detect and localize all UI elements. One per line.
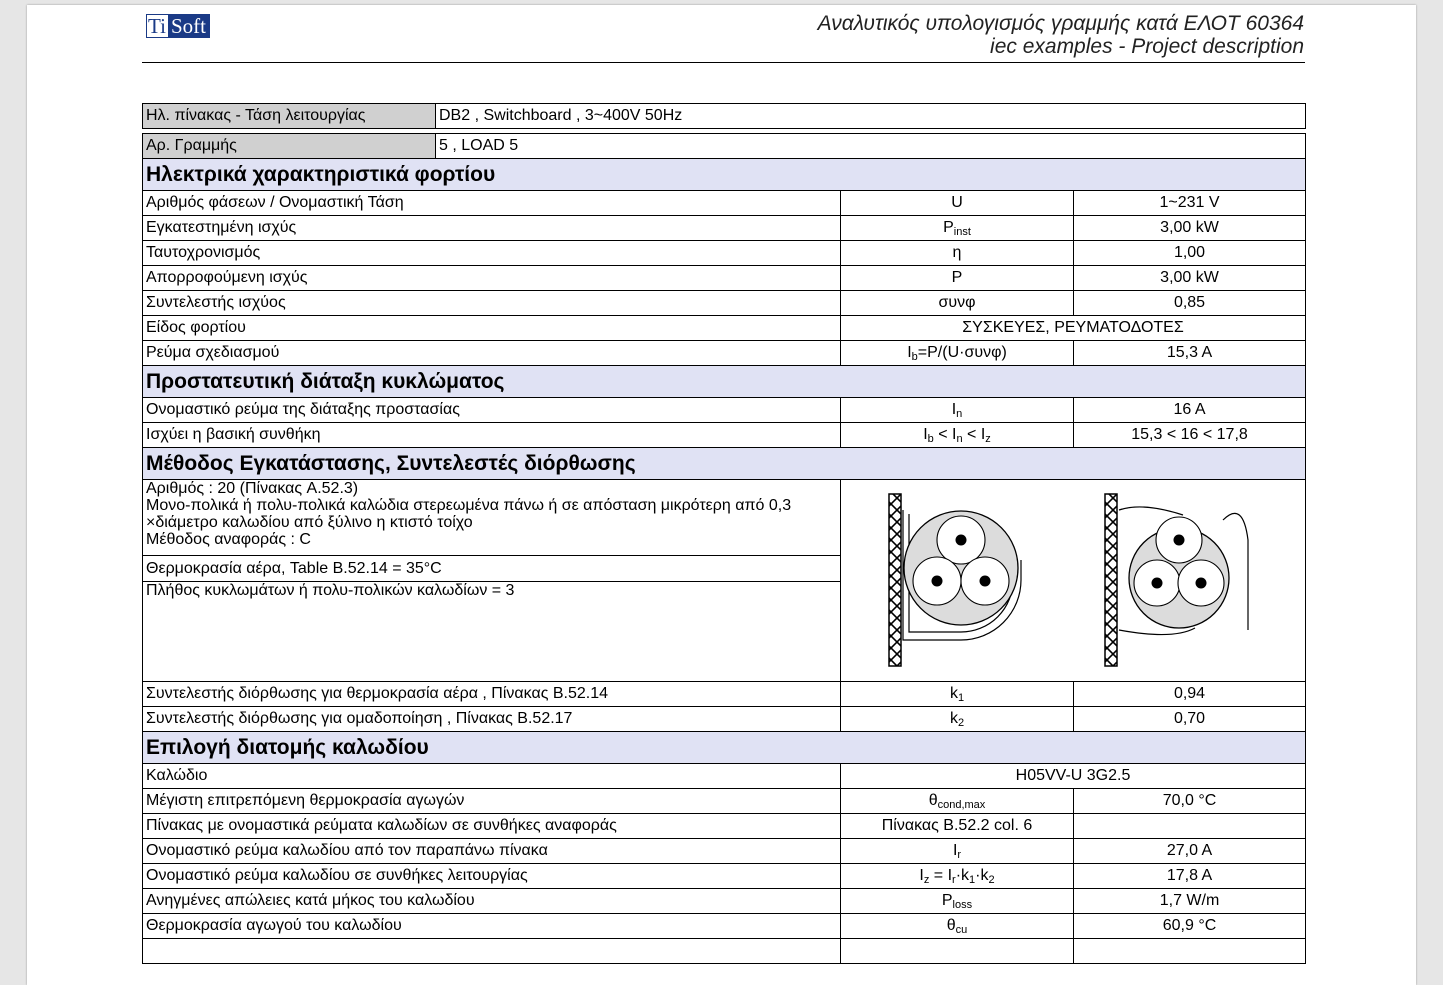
- header-divider: [142, 62, 1305, 63]
- row-value: 15,3 A: [1074, 341, 1306, 366]
- document-header-title: [818, 12, 1304, 58]
- row-value: 1,7 W/m: [1074, 889, 1306, 914]
- row-symbol: $P_{inst}$: [841, 216, 1074, 241]
- table-row: [143, 241, 1306, 266]
- row-label: Ονομαστικό ρεύμα καλωδίου από τον παραπάνω πίνακα: [143, 839, 841, 864]
- calculation-table: [142, 103, 1306, 964]
- table-row: [143, 864, 1306, 889]
- row-value: 17,8 A: [1074, 864, 1306, 889]
- row-value: 3,00 kW: [1074, 216, 1306, 241]
- row-symbol: $I_n$: [841, 398, 1074, 423]
- row-symbol: [841, 939, 1074, 964]
- installation-diagram-cell: [841, 480, 1306, 682]
- row-value: 0,94: [1074, 682, 1306, 707]
- table-row: [143, 316, 1306, 341]
- installation-method-cell: [143, 480, 841, 556]
- row-value: 70,0 °C: [1074, 789, 1306, 814]
- table-row: [143, 889, 1306, 914]
- row-value: 0,70: [1074, 707, 1306, 732]
- row-symbol: U: [841, 191, 1074, 216]
- row-symbol: $I_b=P/(U\cdot\sigma\upsilon\nu\varphi)$: [841, 341, 1074, 366]
- row-label: [143, 939, 841, 964]
- row-label: Θερμοκρασία αγωγού του καλωδίου: [143, 914, 841, 939]
- row-label: Συντελεστής διόρθωσης για θερμοκρασία αέρα , Πίνακας B.52.14: [143, 682, 841, 707]
- section-header: [143, 732, 1306, 764]
- table-row: [143, 191, 1306, 216]
- row-label: Συντελεστής διόρθωσης για ομαδοποίηση , Πίνακας B.52.17: [143, 707, 841, 732]
- row-value: 0,85: [1074, 291, 1306, 316]
- section-load-title: Ηλεκτρικά χαρακτηριστικά φορτίου: [143, 159, 1306, 191]
- method-number: Αριθμός : 20 (Πίνακας A.52.3): [146, 480, 359, 497]
- logo-part-ti: Ti: [148, 14, 166, 38]
- header-title-line1: Αναλυτικός υπολογισμός γραμμής κατά ΕΛΟΤ 60364: [817, 12, 1304, 35]
- section-protection-title: Προστατευτική διάταξη κυκλώματος: [143, 366, 1306, 398]
- line-value: 5 , LOAD 5: [436, 134, 1306, 159]
- section-installation-title: Μέθοδος Εγκατάστασης, Συντελεστές διόρθωσης: [143, 448, 1306, 480]
- row-label: Μέγιστη επιτρεπόμενη θερμοκρασία αγωγών: [143, 789, 841, 814]
- header-title-line2: iec examples - Project description: [990, 35, 1304, 58]
- table-row: [143, 398, 1306, 423]
- panel-label: Ηλ. πίνακας - Τάση λειτουργίας: [143, 104, 436, 129]
- table-row: [143, 291, 1306, 316]
- row-label: Πίνακας με ονομαστικά ρεύματα καλωδίων σε συνθήκες αναφοράς: [143, 814, 841, 839]
- row-value: 60,9 °C: [1074, 914, 1306, 939]
- clipped-cable-left-icon: [889, 494, 1021, 666]
- row-value: 3,00 kW: [1074, 266, 1306, 291]
- clipped-cable-right-icon: [1105, 494, 1248, 666]
- row-symbol: $k_2$: [841, 707, 1074, 732]
- table-row: [143, 341, 1306, 366]
- table-row: [143, 839, 1306, 864]
- air-temperature: Θερμοκρασία αέρα, Table B.52.14 = 35°C: [143, 556, 841, 582]
- table-row: [143, 216, 1306, 241]
- table-row: [143, 134, 1306, 159]
- table-row: [143, 480, 1306, 556]
- row-label: Απορροφούμενη ισχύς: [143, 266, 841, 291]
- row-value: 16 A: [1074, 398, 1306, 423]
- row-label: Αριθμός φάσεων / Ονομαστική Τάση: [143, 191, 841, 216]
- row-label: Ισχύει η βασική συνθήκη: [143, 423, 841, 448]
- row-label: Ονομαστικό ρεύμα της διάταξης προστασίας: [143, 398, 841, 423]
- row-label: Είδος φορτίου: [143, 316, 841, 341]
- row-symbol: $\theta_{cu}$: [841, 914, 1074, 939]
- row-symbol: $I_r$: [841, 839, 1074, 864]
- row-label: Ταυτοχρονισμός: [143, 241, 841, 266]
- table-row: [143, 914, 1306, 939]
- table-row: [143, 764, 1306, 789]
- row-label: Καλώδιο: [143, 764, 841, 789]
- table-row: [143, 104, 1306, 129]
- row-label: Ανηγμένες απώλειες κατά μήκος του καλωδίου: [143, 889, 841, 914]
- section-cable-title: Επιλογή διατομής καλωδίου: [143, 732, 1306, 764]
- row-symbol: η: [841, 241, 1074, 266]
- row-symbol: $I_z = I_r\cdot k_1\cdot k_2$: [841, 864, 1074, 889]
- table-row: [143, 939, 1306, 964]
- line-label: Αρ. Γραμμής: [143, 134, 436, 159]
- row-value: 1,00: [1074, 241, 1306, 266]
- method-description: Μονο-πολικά ή πολυ-πολικά καλώδια στερεωμένα πάνω ή σε απόσταση μικρότερη από 0,3 ×διάμετρο καλωδίου από ξύλινο η κτιστό τοίχο: [146, 497, 792, 531]
- row-symbol: Πίνακας B.52.2 col. 6: [841, 814, 1074, 839]
- row-label: Ρεύμα σχεδιασμού: [143, 341, 841, 366]
- table-row: [143, 266, 1306, 291]
- row-label: Συντελεστής ισχύος: [143, 291, 841, 316]
- row-symbol: $\theta_{cond,max}$: [841, 789, 1074, 814]
- row-value: 27,0 A: [1074, 839, 1306, 864]
- table-row: [143, 423, 1306, 448]
- row-label: Εγκατεστημένη ισχύς: [143, 216, 841, 241]
- tisoft-logo: [146, 14, 210, 38]
- row-value: H05VV-U 3G2.5: [841, 764, 1306, 789]
- row-symbol: $I_b < I_n < I_z$: [841, 423, 1074, 448]
- row-value: 1~231 V: [1074, 191, 1306, 216]
- section-header: [143, 448, 1306, 480]
- panel-value: DB2 , Switchboard , 3~400V 50Hz: [436, 104, 1306, 129]
- section-header: [143, 159, 1306, 191]
- row-value: 15,3 < 16 < 17,8: [1074, 423, 1306, 448]
- row-symbol: $P_{loss}$: [841, 889, 1074, 914]
- section-header: [143, 366, 1306, 398]
- table-row: [143, 814, 1306, 839]
- row-value: ΣΥΣΚΕΥΕΣ, ΡΕΥΜΑΤΟΔΟΤΕΣ: [841, 316, 1306, 341]
- table-row: [143, 682, 1306, 707]
- circuit-count: Πλήθος κυκλωμάτων ή πολυ-πολικών καλωδίων = 3: [143, 582, 841, 682]
- row-label: Ονομαστικό ρεύμα καλωδίου σε συνθήκες λειτουργίας: [143, 864, 841, 889]
- row-value: [1074, 814, 1306, 839]
- row-value: [1074, 939, 1306, 964]
- row-symbol: $k_1$: [841, 682, 1074, 707]
- table-row: [143, 707, 1306, 732]
- method-reference: Μέθοδος αναφοράς : C: [146, 531, 311, 548]
- logo-part-soft: Soft: [168, 15, 209, 37]
- row-symbol: P: [841, 266, 1074, 291]
- table-row: [143, 789, 1306, 814]
- cable-installation-diagram: [843, 480, 1303, 676]
- row-symbol: συνφ: [841, 291, 1074, 316]
